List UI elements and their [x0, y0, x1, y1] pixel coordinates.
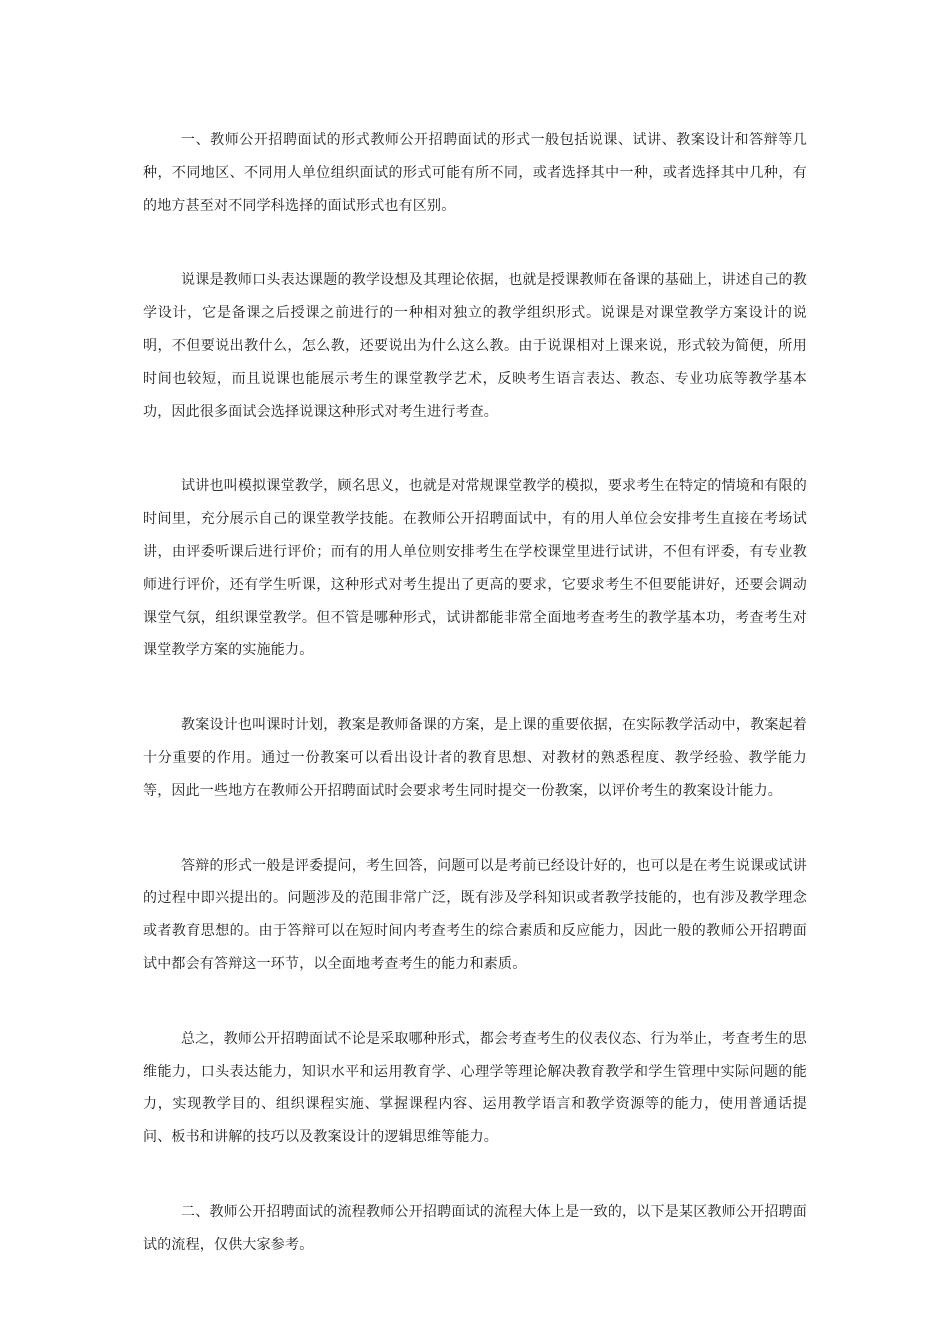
- paragraph-defense: 答辩的形式一般是评委提问，考生回答，问题可以是考前已经设计好的，也可以是在考生说课或试讲的过程中即兴提出的。问题涉及的范围非常广泛，既有涉及学科知识或者教学技能的，也有涉及教学理念或者教育思想的。由于答辩可以在短时间内考查考生的综合素质和反应能力，因此一般的教师公开招聘面试中都会有答辩这一环节，以全面地考查考生的能力和素质。: [143, 857, 807, 972]
- paragraph-interview-process: 二、教师公开招聘面试的流程教师公开招聘面试的流程大体上是一致的，以下是某区教师公开招聘面试的流程，仅供大家参考。: [143, 1203, 807, 1253]
- paragraph-lesson-plan-design: 教案设计也叫课时计划，教案是教师备课的方案，是上课的重要依据，在实际教学活动中，教案起着十分重要的作用。通过一份教案可以看出设计者的教育思想、对教材的熟悉程度、教学经验、教学能力等，因此一些地方在教师公开招聘面试时会要求考生同时提交一份教案，以评价考生的教案设计能力。: [143, 717, 807, 799]
- paragraph-interview-forms: 一、教师公开招聘面试的形式教师公开招聘面试的形式一般包括说课、试讲、教案设计和答辩等几种，不同地区、不同用人单位组织面试的形式可能有所不同，或者选择其中一种，或者选择其中几种，有的地方甚至对不同学科选择的面试形式也有区别。: [143, 132, 807, 214]
- paragraph-lesson-presentation: 说课是教师口头表达课题的教学设想及其理论依据，也就是授课教师在备课的基础上，讲述自己的教学设计，它是备课之后授课之前进行的一种相对独立的教学组织形式。说课是对课堂教学方案设计的说明，不但要说出教什么，怎么教，还要说出为什么这么教。由于说课相对上课来说，形式较为简便，所用时间也较短，而且说课也能展示考生的课堂教学艺术，反映考生语言表达、教态、专业功底等教学基本功，因此很多面试会选择说课这种形式对考生进行考查。: [143, 272, 807, 420]
- document-body: [143, 124, 807, 1304]
- paragraph-summary: 总之，教师公开招聘面试不论是采取哪种形式，都会考查考生的仪表仪态、行为举止，考查考生的思维能力，口头表达能力，知识水平和运用教育学、心理学等理论解决教育教学和学生管理中实际问题的能力，实现教学目的、组织课程实施、掌握课程内容、运用教学语言和教学资源等的能力，使用普通话提问、板书和讲解的技巧以及教案设计的逻辑思维等能力。: [143, 1030, 807, 1146]
- paragraph-trial-teaching: 试讲也叫模拟课堂教学，顾名思义，也就是对常规课堂教学的模拟，要求考生在特定的情境和有限的时间里，充分展示自己的课堂教学技能。在教师公开招聘面试中，有的用人单位会安排考生直接在考场试讲，由评委听课后进行评价；而有的用人单位则安排考生在学校课堂里进行试讲，不但有评委，有专业教师进行评价，还有学生听课，这种形式对考生提出了更高的要求，它要求考生不但要能讲好，还要会调动课堂气氛，组织课堂教学。但不管是哪种形式，试讲都能非常全面地考查考生的教学基本功，考查考生对课堂教学方案的实施能力。: [143, 478, 807, 659]
